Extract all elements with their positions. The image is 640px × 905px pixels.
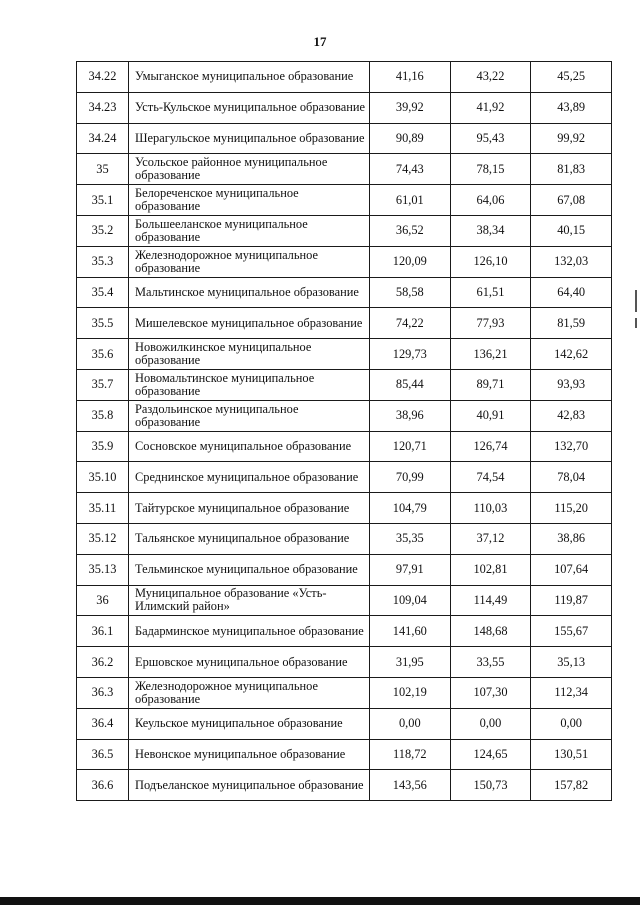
table-row bbox=[77, 647, 612, 678]
municipality-name: Мишелевское муниципальное образование bbox=[129, 308, 370, 339]
value-2: 110,03 bbox=[450, 493, 531, 524]
row-number: 36.1 bbox=[77, 616, 129, 647]
row-number: 36.4 bbox=[77, 708, 129, 739]
table-row bbox=[77, 308, 612, 339]
row-number: 35.3 bbox=[77, 246, 129, 277]
value-1: 120,09 bbox=[370, 246, 451, 277]
value-3: 142,62 bbox=[531, 339, 612, 370]
value-3: 93,93 bbox=[531, 369, 612, 400]
page-number: 17 bbox=[313, 34, 327, 49]
row-number: 34.24 bbox=[77, 123, 129, 154]
table-row bbox=[77, 708, 612, 739]
value-2: 78,15 bbox=[450, 154, 531, 185]
value-1: 74,22 bbox=[370, 308, 451, 339]
value-3: 0,00 bbox=[531, 708, 612, 739]
value-3: 42,83 bbox=[531, 400, 612, 431]
row-number: 35.11 bbox=[77, 493, 129, 524]
value-3: 67,08 bbox=[531, 185, 612, 216]
value-2: 40,91 bbox=[450, 400, 531, 431]
table-row bbox=[77, 554, 612, 585]
table-row bbox=[77, 770, 612, 801]
value-3: 155,67 bbox=[531, 616, 612, 647]
value-3: 81,59 bbox=[531, 308, 612, 339]
row-number: 35.8 bbox=[77, 400, 129, 431]
municipality-name: Невонское муниципальное образование bbox=[129, 739, 370, 770]
value-2: 114,49 bbox=[450, 585, 531, 616]
row-number: 35.4 bbox=[77, 277, 129, 308]
value-1: 35,35 bbox=[370, 523, 451, 554]
value-1: 118,72 bbox=[370, 739, 451, 770]
value-1: 61,01 bbox=[370, 185, 451, 216]
table-row bbox=[77, 123, 612, 154]
table-row bbox=[77, 493, 612, 524]
municipality-name: Тальянское муниципальное образование bbox=[129, 523, 370, 554]
value-3: 81,83 bbox=[531, 154, 612, 185]
value-1: 143,56 bbox=[370, 770, 451, 801]
value-3: 132,70 bbox=[531, 431, 612, 462]
value-2: 38,34 bbox=[450, 215, 531, 246]
row-number: 35.7 bbox=[77, 369, 129, 400]
value-3: 38,86 bbox=[531, 523, 612, 554]
value-1: 141,60 bbox=[370, 616, 451, 647]
table-row bbox=[77, 677, 612, 708]
table-row bbox=[77, 277, 612, 308]
table-row bbox=[77, 585, 612, 616]
value-1: 90,89 bbox=[370, 123, 451, 154]
value-1: 74,43 bbox=[370, 154, 451, 185]
row-number: 35.2 bbox=[77, 215, 129, 246]
value-3: 35,13 bbox=[531, 647, 612, 678]
row-number: 35.10 bbox=[77, 462, 129, 493]
row-number: 35.6 bbox=[77, 339, 129, 370]
value-2: 136,21 bbox=[450, 339, 531, 370]
table-row bbox=[77, 215, 612, 246]
row-number: 35.5 bbox=[77, 308, 129, 339]
municipality-name: Новомальтинское муниципальное образование bbox=[129, 369, 370, 400]
municipality-name: Кеульское муниципальное образование bbox=[129, 708, 370, 739]
value-2: 89,71 bbox=[450, 369, 531, 400]
row-number: 36.3 bbox=[77, 677, 129, 708]
value-2: 124,65 bbox=[450, 739, 531, 770]
municipality-name: Сосновское муниципальное образование bbox=[129, 431, 370, 462]
value-3: 64,40 bbox=[531, 277, 612, 308]
municipality-name: Новожилкинское муниципальное образование bbox=[129, 339, 370, 370]
value-3: 107,64 bbox=[531, 554, 612, 585]
table-row bbox=[77, 92, 612, 123]
value-2: 41,92 bbox=[450, 92, 531, 123]
municipality-name: Железнодорожное муниципальное образование bbox=[129, 677, 370, 708]
value-2: 33,55 bbox=[450, 647, 531, 678]
value-2: 77,93 bbox=[450, 308, 531, 339]
data-table bbox=[76, 61, 612, 801]
table-body bbox=[77, 62, 612, 801]
scan-edge-mark bbox=[635, 290, 637, 312]
value-3: 78,04 bbox=[531, 462, 612, 493]
value-1: 120,71 bbox=[370, 431, 451, 462]
municipality-name: Шерагульское муниципальное образование bbox=[129, 123, 370, 154]
municipality-name: Железнодорожное муниципальное образование bbox=[129, 246, 370, 277]
value-2: 74,54 bbox=[450, 462, 531, 493]
value-1: 109,04 bbox=[370, 585, 451, 616]
value-3: 130,51 bbox=[531, 739, 612, 770]
value-2: 37,12 bbox=[450, 523, 531, 554]
table-row bbox=[77, 154, 612, 185]
municipality-name: Усть-Кульское муниципальное образование bbox=[129, 92, 370, 123]
table-row bbox=[77, 462, 612, 493]
value-1: 97,91 bbox=[370, 554, 451, 585]
value-3: 40,15 bbox=[531, 215, 612, 246]
table-row bbox=[77, 616, 612, 647]
municipality-name: Раздольинское муниципальное образование bbox=[129, 400, 370, 431]
municipality-name: Мальтинское муниципальное образование bbox=[129, 277, 370, 308]
row-number: 36.2 bbox=[77, 647, 129, 678]
municipality-name: Бадарминское муниципальное образование bbox=[129, 616, 370, 647]
row-number: 35.1 bbox=[77, 185, 129, 216]
table-row bbox=[77, 62, 612, 93]
table-row bbox=[77, 339, 612, 370]
value-2: 95,43 bbox=[450, 123, 531, 154]
table-row bbox=[77, 246, 612, 277]
scan-border bbox=[0, 897, 640, 905]
value-3: 43,89 bbox=[531, 92, 612, 123]
value-3: 157,82 bbox=[531, 770, 612, 801]
value-1: 70,99 bbox=[370, 462, 451, 493]
value-2: 126,74 bbox=[450, 431, 531, 462]
value-2: 150,73 bbox=[450, 770, 531, 801]
municipality-name: Среднинское муниципальное образование bbox=[129, 462, 370, 493]
value-1: 31,95 bbox=[370, 647, 451, 678]
value-3: 115,20 bbox=[531, 493, 612, 524]
row-number: 35.13 bbox=[77, 554, 129, 585]
municipality-name: Белореченское муниципальное образование bbox=[129, 185, 370, 216]
value-1: 129,73 bbox=[370, 339, 451, 370]
table-row bbox=[77, 431, 612, 462]
table-row bbox=[77, 400, 612, 431]
row-number: 34.23 bbox=[77, 92, 129, 123]
value-2: 148,68 bbox=[450, 616, 531, 647]
row-number: 36.5 bbox=[77, 739, 129, 770]
scan-edge-mark bbox=[635, 318, 637, 328]
value-1: 58,58 bbox=[370, 277, 451, 308]
value-1: 0,00 bbox=[370, 708, 451, 739]
row-number: 35 bbox=[77, 154, 129, 185]
municipality-name: Подъеланское муниципальное образование bbox=[129, 770, 370, 801]
value-2: 64,06 bbox=[450, 185, 531, 216]
value-2: 107,30 bbox=[450, 677, 531, 708]
municipality-name: Большееланское муниципальное образование bbox=[129, 215, 370, 246]
value-3: 112,34 bbox=[531, 677, 612, 708]
municipality-name: Умыганское муниципальное образование bbox=[129, 62, 370, 93]
municipality-name: Усольское районное муниципальное образование bbox=[129, 154, 370, 185]
row-number: 35.9 bbox=[77, 431, 129, 462]
municipality-name: Тайтурское муниципальное образование bbox=[129, 493, 370, 524]
value-3: 45,25 bbox=[531, 62, 612, 93]
value-1: 36,52 bbox=[370, 215, 451, 246]
value-2: 61,51 bbox=[450, 277, 531, 308]
value-1: 85,44 bbox=[370, 369, 451, 400]
row-number: 35.12 bbox=[77, 523, 129, 554]
value-3: 132,03 bbox=[531, 246, 612, 277]
value-2: 0,00 bbox=[450, 708, 531, 739]
value-1: 104,79 bbox=[370, 493, 451, 524]
row-number: 36.6 bbox=[77, 770, 129, 801]
value-2: 126,10 bbox=[450, 246, 531, 277]
municipality-name: Ершовское муниципальное образование bbox=[129, 647, 370, 678]
value-1: 39,92 bbox=[370, 92, 451, 123]
table-row bbox=[77, 739, 612, 770]
value-3: 99,92 bbox=[531, 123, 612, 154]
value-1: 102,19 bbox=[370, 677, 451, 708]
value-1: 38,96 bbox=[370, 400, 451, 431]
value-2: 43,22 bbox=[450, 62, 531, 93]
row-number: 34.22 bbox=[77, 62, 129, 93]
table-row bbox=[77, 523, 612, 554]
value-3: 119,87 bbox=[531, 585, 612, 616]
row-number: 36 bbox=[77, 585, 129, 616]
table-row bbox=[77, 185, 612, 216]
municipality-name: Муниципальное образование «Усть-Илимский район» bbox=[129, 585, 370, 616]
value-1: 41,16 bbox=[370, 62, 451, 93]
value-2: 102,81 bbox=[450, 554, 531, 585]
municipality-name: Тельминское муниципальное образование bbox=[129, 554, 370, 585]
table-row bbox=[77, 369, 612, 400]
